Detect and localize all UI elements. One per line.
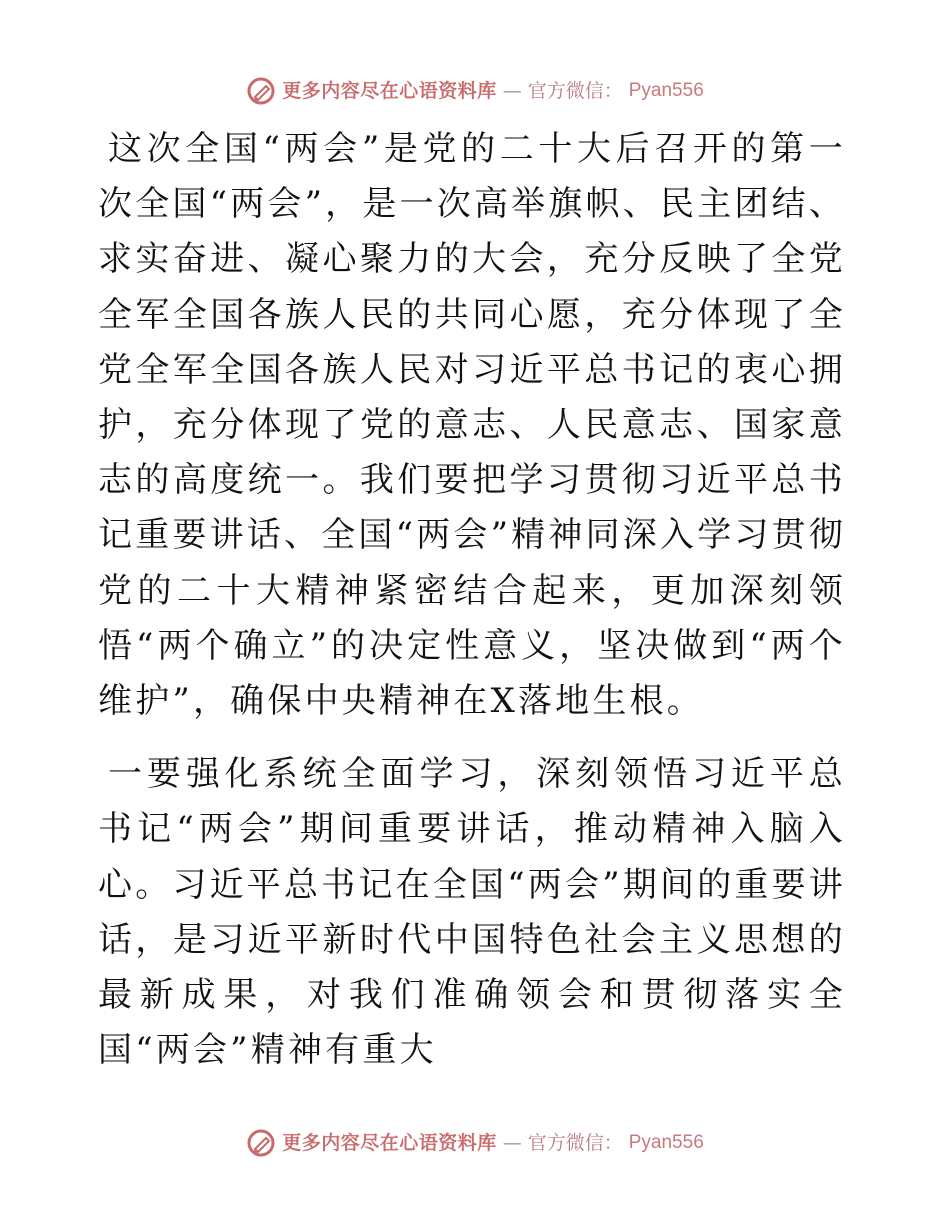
watermark-wechat-id: Pyan556 bbox=[628, 1132, 704, 1153]
header-watermark bbox=[0, 76, 950, 106]
pen-logo-icon bbox=[246, 76, 276, 106]
watermark-main-text: 更多内容尽在心语资料库 bbox=[282, 1132, 497, 1154]
paragraph-1: 这次全国“两会”是党的二十大后召开的第一次全国“两会”，是一次高举旗帜、民主团结、求实奋进、凝心聚力的大会，充分反映了全党全军全国各族人民的共同心愿，充分体现了全党全军全国各族人民对习近平总书记的衷心拥护，充分体现了党的意志、人民意志、国家意志的高度统一。我们要把学习贯彻习近平总书记重要讲话、全国“两会”精神同深入学习贯彻党的二十大精神紧密结合起来，更加深刻领悟“两个确立”的决定性意义，坚决做到“两个维护”，确保中央精神在X落地生根。 bbox=[98, 129, 846, 722]
watermark-wechat-id: Pyan556 bbox=[628, 80, 704, 101]
document-body bbox=[98, 122, 846, 1078]
watermark-main-text: 更多内容尽在心语资料库 bbox=[282, 80, 497, 102]
footer-watermark bbox=[0, 1128, 950, 1158]
watermark-label: 官方微信： bbox=[527, 1132, 623, 1154]
watermark-separator: — bbox=[502, 80, 522, 102]
pen-logo-icon bbox=[246, 1128, 276, 1158]
paragraph-2: 一要强化系统全面学习，深刻领悟习近平总书记“两会”期间重要讲话，推动精神入脑入心。习近平总书记在全国“两会”期间的重要讲话，是习近平新时代中国特色社会主义思想的最新成果，对我们准确领会和贯彻落实全国“两会”精神有重大 bbox=[98, 754, 846, 1071]
watermark-label: 官方微信： bbox=[527, 80, 623, 102]
watermark-separator: — bbox=[502, 1132, 522, 1154]
